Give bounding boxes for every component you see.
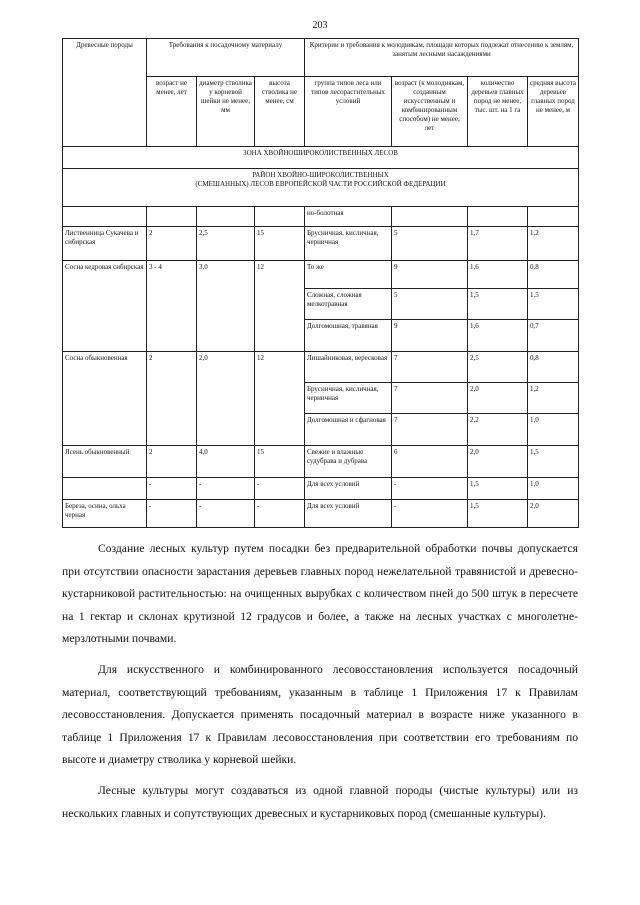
header-count: количество деревьев главных пород не менее, тыс. шт. на 1 га	[468, 77, 528, 147]
cell-count: 1,5	[468, 289, 528, 320]
cell-forest-type: Свежие и влажные судубрава и дубрава	[305, 446, 392, 478]
cell-forest-type: Брусничная, кисличная, черничная	[305, 227, 392, 261]
cell-diameter: -	[197, 478, 255, 500]
cell-species: Ясень обыкновенный	[63, 446, 147, 478]
cell-forest-type: То же	[305, 261, 392, 289]
cell-count: 1,5	[468, 478, 528, 500]
cell-diameter: 2,0	[197, 352, 255, 446]
cell-species: Лиственница Сукачева и сибирская	[63, 227, 147, 261]
header-species: Древесные породы	[63, 39, 147, 147]
cell-forest-type: Брусничная, кисличная, черничная	[305, 383, 392, 414]
cell-diameter: 4,0	[197, 446, 255, 478]
cell-forest-type: Для всех условий	[305, 478, 392, 500]
cell-age: 2	[147, 352, 197, 446]
cell-count: 1,5	[468, 500, 528, 528]
cell-stand-height: 1,2	[528, 383, 579, 414]
paragraph: Создание лесных культур путем посадки без предварительной обработки почвы допускается при отсутствии опасности зарастания деревьев главных пород нежелательной травянистой и древесно-кустарниковой растительностью: на очищенных вырубках с количеством пней до 500 штук в пересчете на 1 гектар и склонах крутизной 12 градусов и более, а также на лесных участках с многолетне-мерзлотными почвами.	[62, 542, 578, 646]
cell-stand-height: 1,0	[528, 414, 579, 446]
cell-stand-age: 7	[392, 383, 468, 414]
cell-height: 15	[255, 446, 305, 478]
cell-species	[63, 478, 147, 500]
cell-count: 2,2	[468, 414, 528, 446]
cell-stand-height: 1,0	[528, 478, 579, 500]
cell-forest-type: но-болотная	[305, 207, 392, 227]
table-row	[63, 478, 579, 500]
cell-height: 15	[255, 227, 305, 261]
cell-count: 1,6	[468, 261, 528, 289]
cell-species: Береза, осина, ольха черная	[63, 500, 147, 528]
cell-count: 2,0	[468, 383, 528, 414]
zone-title: ЗОНА ХВОЙНОШИРОКОЛИСТВЕННЫХ ЛЕСОВ	[63, 147, 579, 169]
cell-forest-type: Долгомошная и сфагновая	[305, 414, 392, 446]
region-title	[63, 169, 579, 207]
header-stand-height: средняя высота деревьев главных пород не менее, м	[528, 77, 579, 147]
cell-stand-height: 0,8	[528, 352, 579, 383]
cell-age: 2	[147, 446, 197, 478]
header-stand-age: возраст (к молоднякам, созданным искусственным и комбинированным способом) не менее, лет	[392, 77, 468, 147]
cell-forest-type: Сложная, сложная мелкотравная	[305, 289, 392, 320]
cell-stand-age: 5	[392, 227, 468, 261]
table-row	[63, 261, 579, 289]
cell-diameter: 3,0	[197, 261, 255, 352]
cell-count: 1,7	[468, 227, 528, 261]
cell-stand-height: 0,7	[528, 320, 579, 352]
cell-height: -	[255, 500, 305, 528]
cell-height: -	[255, 478, 305, 500]
region-title-line1: РАЙОН ХВОЙНО-ШИРОКОЛИСТВЕННЫХ	[252, 171, 389, 179]
table-row	[63, 500, 579, 528]
header-young-stands: Критерии и требования к молоднякам, площади которых подлежат отнесению к землям, занятым лесными насаждениями	[305, 39, 579, 77]
body-text	[62, 538, 578, 833]
page-number: 203	[312, 20, 328, 31]
cell-height: 12	[255, 261, 305, 352]
cell-stand-age: 6	[392, 446, 468, 478]
cell-stand-height: 1,2	[528, 227, 579, 261]
cell-age: 2	[147, 227, 197, 261]
cell-stand-height: 1,5	[528, 446, 579, 478]
cell-stand-age: 9	[392, 320, 468, 352]
cell-count: 1,6	[468, 320, 528, 352]
cell-species: Сосна обыкновенная	[63, 352, 147, 446]
table-row	[63, 352, 579, 383]
cell-age: -	[147, 478, 197, 500]
cell-stand-height: 2,0	[528, 500, 579, 528]
cell-age: -	[147, 500, 197, 528]
cell-species: Сосна кедровая сибирская	[63, 261, 147, 352]
region-title-line2: (СМЕШАННЫХ) ЛЕСОВ ЕВРОПЕЙСКОЙ ЧАСТИ РОССИЙСКОЙ ФЕДЕРАЦИИ	[195, 180, 446, 188]
cell-count: 2,0	[468, 446, 528, 478]
cell-diameter: 2,5	[197, 227, 255, 261]
cell-stand-age: 7	[392, 352, 468, 383]
cell-stand-height: 0,8	[528, 261, 579, 289]
cell-stand-age: -	[392, 478, 468, 500]
cell-stand-height: 1,5	[528, 289, 579, 320]
header-diameter: диаметр стволика у корневой шейки не менее, мм	[197, 77, 255, 147]
requirements-table	[62, 38, 579, 528]
header-height: высота стволика не менее, см	[255, 77, 305, 147]
cell-diameter: -	[197, 500, 255, 528]
cell-count: 2,5	[468, 352, 528, 383]
cell-age: 3 - 4	[147, 261, 197, 352]
cell-forest-type: Долгомошная, травяная	[305, 320, 392, 352]
header-planting-material: Требования к посадочному материалу	[147, 39, 305, 77]
paragraph: Лесные культуры могут создаваться из одной главной породы (чистые культуры) или из нескольких главных и сопутствующих древесных и кустарниковых пород (смешанные культуры).	[62, 783, 578, 820]
cell-stand-age: 9	[392, 261, 468, 289]
cell-forest-type: Лишайниковая, вересковая	[305, 352, 392, 383]
paragraph: Для искусственного и комбинированного лесовосстановления используется посадочный материал, соответствующий требованиям, указанным в таблице 1 Приложения 17 к Правилам лесовосстановления. Допускается применять посадочный материал в возрасте ниже указанного в таблице 1 Приложения 17 к Правилам лесовосстановления при соответствии его требованиям по высоте и диаметру стволика у корневой шейки.	[62, 662, 578, 767]
header-forest-type: группа типов леса или типов лесорастительных условий	[305, 77, 392, 147]
cell-stand-age: -	[392, 500, 468, 528]
table-row	[63, 207, 579, 227]
table-row	[63, 227, 579, 261]
table-row	[63, 446, 579, 478]
cell-stand-age: 5	[392, 289, 468, 320]
header-age: возраст не менее, лет	[147, 77, 197, 147]
cell-stand-age: 7	[392, 414, 468, 446]
cell-height: 12	[255, 352, 305, 446]
cell-forest-type: Для всех условий	[305, 500, 392, 528]
